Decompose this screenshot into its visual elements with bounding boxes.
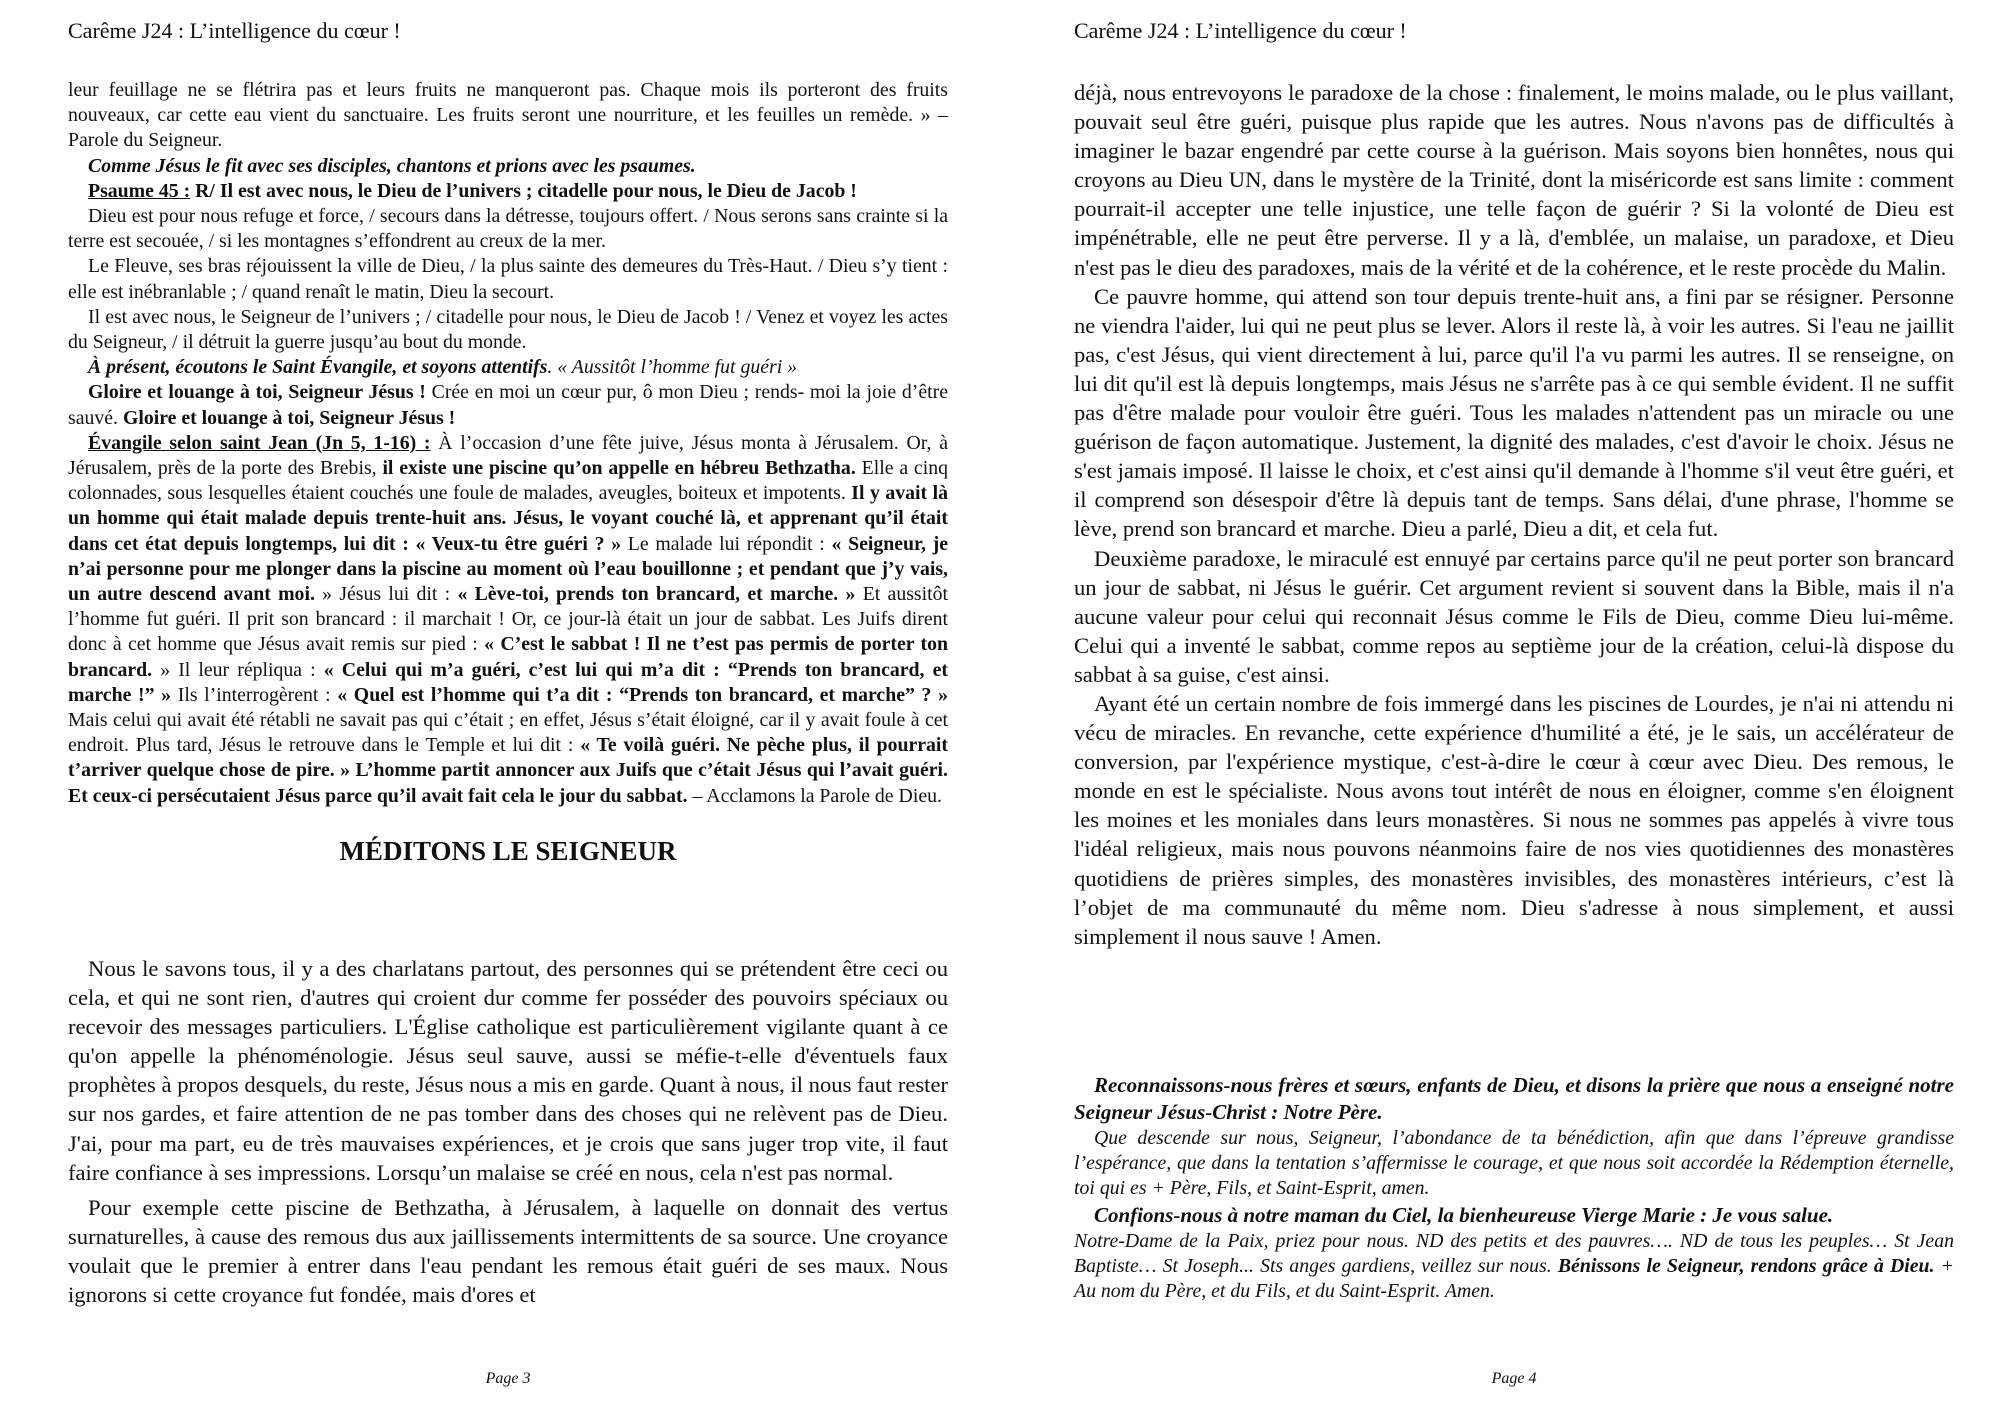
gospel-part: « Te voilà guéri. Ne pèche plus, il pourrait t’arriver quelque chose de pire. » L’homme partit annoncer aux Juifs que c’était Jésus qui l’avait guéri. Et ceux-ci persécutaient Jésus parce qu’il avait fait cela le jour du sabbat. [68,734,949,807]
meditation-paragraph-2: Pour exemple cette piscine de Bethzatha, à Jérusalem, à laquelle on donnait des vertus surnaturelles, à cause des remous dus aux jaillissements intermittents de sa source. Une croyance voulait que le premier à entrer dans l'eau pendant les remous était guéri de ses maux. Nous ignorons si cette croyance fut fondée, mais d'ores et [68,1194,948,1308]
page-body [68,78,948,878]
blessing-prayer: Que descende sur nous, Seigneur, l’abondance de ta bénédiction, afin que dans l’épreuve grandisse l’espérance, que dans la tentation s’affermisse le courage, et que nous soit accordée la Rédemption éternelle, toi qui es + Père, Fils, et Saint-Esprit, amen. [1074,1127,1954,1200]
litany-text: Notre-Dame de la Paix, priez pour nous. ND des petits et des pauvres…. ND de tous les peuples… St Jean Baptiste… St Joseph... Sts anges gardiens, veillez sur nous. [1074,1229,1954,1277]
meditation-paragraph-1: Nous le savons tous, il y a des charlatans partout, des personnes qui se prétendent être ceci ou cela, et qui ne sont rien, d'autres qui croient dur comme fer posséder des pouvoirs spéciaux ou recevoir des messages particuliers. L'Église catholique est particulièrement vigilante quant à ce qu'on appelle la phénoménologie. Jésus seul sauve, aussi se méfie-t-elle d'éventuels faux prophètes à propos desquels, du reste, Jésus nous a mis en garde. Quant à nous, il nous faut rester sur nos gardes, et faire attention de ne pas tomber dans des choses qui ne relèvent pas de Dieu. J'ai, pour ma part, eu de très mauvaises expériences, et je crois que sans juger trop vite, il faut faire confiance à ses impressions. Lorsqu’un malaise se créé en nous, cela n'est pas normal. [68,956,948,1185]
gospel-part: « C’est le sabbat ! Il ne t’est pas permis de porter ton brancard. [68,633,948,681]
litany [1074,1229,1954,1305]
hail-mary-intro: Confions-nous à notre maman du Ciel, la bienheureuse Vierge Marie : Je vous salue. [1094,1202,1834,1227]
page-header: Carême J24 : L’intelligence du cœur ! [68,18,401,43]
final-blessing: Bénissons le Seigneur, rendons grâce à Dieu. [1557,1254,1935,1277]
gospel-part: À l’occasion d’une fête juive, Jésus monta à Jérusalem. Or, à Jérusalem, près de la porte des Brebis, [68,431,948,480]
psalm-refrain-text: R/ Il est avec nous, le Dieu de l’univers ; citadelle pour nous, le Dieu de Jacob ! [190,179,857,202]
psalm-verse-3: Il est avec nous, le Seigneur de l’univers ; / citadelle pour nous, le Dieu de Jacob ! / Venez et voyez les actes du Seigneur, / il détruit la guerre jusqu’au bout du monde. [68,305,948,354]
meditation-paragraph-6: Ayant été un certain nombre de fois immergé dans les piscines de Lourdes, je n'ai ni attendu ni vécu de miracles. En revanche, cette expérience d'humilité a été, je le sais, un accélérateur de conversion, par l'expérience mystique, c'est-à-dire le cœur à cœur avec Dieu. Des remous, le monde en est le spécialiste. Nous avons tout intérêt de nous en éloigner, comme s'en éloignent les moines et les moniales dans leurs monastères. Si nous ne sommes pas appelés à vivre tous l'idéal religieux, mais nous pouvons néanmoins faire de nos vies quotidiennes des monastères quotidiens de prières simples, des monastères invisibles, des monastères intérieurs, c’est là l’objet de ma communauté du même nom. Dieu s'adresse à nous simplement, et aussi simplement il nous sauve ! Amen. [1074,690,1954,949]
page-body [1074,78,1954,951]
meditation-paragraph-3: déjà, nous entrevoyons le paradoxe de la chose : finalement, le moins malade, ou le plus vaillant, pouvait seul être guéri, puisque plus rapide que les autres. Nous n'avons pas de difficultés à imaginer le bazar engendré par cette course à la guérison. Mais soyons bien honnêtes, nous qui croyons au Dieu UN, dans le mystère de la Trinité, dont la miséricorde est sans limite : comment pourrait-il accepter une telle injustice, une telle façon de guérir ? Si la volonté de Dieu est impénétrable, elle ne peut être perverse. Il y a là, d'emblée, un malaise, un paradoxe, et Dieu n'est pas le dieu des paradoxes, mais de la vérité et de la cohérence, et le reste procède du Malin. [1074,80,1954,280]
acclamation-b: Crée en moi un cœur pur, ô mon Dieu ; rends- moi la joie d’être sauvé. [68,381,948,429]
psalm-verse-2: Le Fleuve, ses bras réjouissent la ville de Dieu, / la plus sainte des demeures du Très-Haut. / Dieu s’y tient : elle est inébranlable ; / quand renaît le matin, Dieu la secourt. [68,255,948,303]
gospel-part: – Acclamons la Parole de Dieu. [687,784,942,807]
gospel-part: Elle a cinq colonnades, sous lesquelles étaient couchés une foule de malades, aveugles, boiteux et impotents. [68,457,948,505]
gospel-part: Mais celui qui avait été rétabli ne savait pas qui c’était ; en effet, Jésus s’était éloigné, car il y avait foule à cet endroit. Plus tard, Jésus le retrouve dans le Temple et lui dit : [68,709,948,757]
gospel-label: Évangile selon saint Jean (Jn 5, 1-16) : [88,431,431,454]
gospel-part: il existe une piscine qu’on appelle en hébreu Bethzatha. [382,457,856,480]
gospel-part: « Seigneur, je n’ai personne pour me plonger dans la piscine au moment où l’eau bouillonne ; et pendant que j’y vais, un autre descend avant moi. [68,532,948,606]
psalm-refrain [68,179,948,204]
page-number: Page 4 [1491,1370,1537,1387]
section-heading: MÉDITONS LE SEIGNEUR [339,835,677,866]
psalm-verse-1: Dieu est pour nous refuge et force, / secours dans la détresse, toujours offert. / Nous serons sans crainte si la terre est secouée, / si les montagnes s’effondrent au creux de la mer. [68,205,948,253]
gospel-part: » Jésus lui dit : [314,583,458,606]
page-number: Page 3 [485,1370,531,1387]
prayers-body [1074,1072,1954,1304]
gospel-part: « Lève-toi, prends ton brancard, et marche. » [457,583,856,606]
gospel-intro-rest: . « Aussitôt l’homme fut guéri » [547,356,798,379]
gospel-intro [68,355,948,380]
psalm-intro: Comme Jésus le fit avec ses disciples, chantons et prions avec les psaumes. [88,154,696,177]
page-header: Carême J24 : L’intelligence du cœur ! [1074,18,1407,43]
meditation-body [68,954,948,1309]
gospel-part: » Il leur répliqua : [152,658,324,681]
page-3 [68,0,948,1414]
our-father-intro: Reconnaissons-nous frères et sœurs, enfants de Dieu, et disons la prière que nous a enseigné notre Seigneur Jésus-Christ : Notre Père. [1074,1073,1954,1124]
acclamation [68,380,948,430]
gospel-part: « Quel est l’homme qui t’a dit : “Prends ton brancard, et marche” ? » [337,683,948,706]
sign-of-cross: + Au nom du Père, et du Fils, et du Saint-Esprit. Amen. [1074,1254,1954,1303]
gospel-part: Ils l’interrogèrent : [171,683,338,706]
meditation-paragraph-4: Ce pauvre homme, qui attend son tour depuis trente-huit ans, a fini par se résigner. Personne ne viendra l'aider, lui qui ne peut plus se lever. Alors il reste là, à voir les autres. Si l'eau ne jaillit pas, c'est Jésus, qui vient directement à lui, parce qu'il l'a vu parmi les autres. Il se renseigne, on lui dit qu'il est là depuis longtemps, mais Jésus ne s'arrête pas à ce qui semble évident. Il ne suffit pas d'être malade pour vouloir être guéri. Tous les malades n'attendent pas un miracle ou une guérison de façon automatique. Justement, la dignité des malades, c'est d'avoir le choix. Jésus ne s'est jamais imposé. Il laisse le choix, et c'est ainsi qu'il demande à l'homme s'il veut être guéri, et il comprend son désespoir d'être là depuis tant de temps. Sans délai, d'une phrase, l'homme se lève, prend son brancard et marche. Dieu a parlé, Dieu a dit, et cela fut. [1074,283,1954,542]
page-4 [1074,0,1954,1414]
gospel-part: Et aussitôt l’homme fut guéri. Il prit son brancard : il marchait ! Or, ce jour-là était un jour de sabbat. Les Juifs dirent donc à cet homme que Jésus avait remis sur pied : [68,583,948,656]
psalm-label: Psaume 45 : [88,179,191,202]
gospel-part: « Celui qui m’a guéri, c’est lui qui m’a dit : “Prends ton brancard, et marche !” » [68,658,948,706]
gospel-intro-bold: À présent, écoutons le Saint Évangile, et soyons attentifs [88,356,548,379]
gospel-part: Le malade lui répondit : [621,532,832,555]
acclamation-c: Gloire et louange à toi, Seigneur Jésus ! [122,406,456,429]
meditation-paragraph-5: Deuxième paradoxe, le miraculé est ennuyé par certains parce qu'il ne peut porter son brancard un jour de sabbat, ni Jésus le guérir. Cet argument revient si souvent dans la Bible, mais il n'a aucune valeur pour celui qui reconnait Jésus comme le Fils de Dieu, comme Dieu lui-même. Celui qui a inventé le sabbat, comme repos au septième jour de la création, celui-là dispose du sabbat à sa guise, c'est ainsi. [1074,545,1954,687]
gospel-text [68,431,948,809]
reading-end: leur feuillage ne se flétrira pas et leurs fruits ne manqueront pas. Chaque mois ils porteront des fruits nouveaux, car cette eau vient du sanctuaire. Les fruits seront une nourriture, et les feuilles un remède. » – Parole du Seigneur. [68,79,948,152]
acclamation-a: Gloire et louange à toi, Seigneur Jésus ! [88,381,426,404]
gospel-part: Il y avait là un homme qui était malade depuis trente-huit ans. Jésus, le voyant couché là, et apprenant qu’il était dans cet état depuis longtemps, lui dit : « Veux-tu être guéri ? » [68,482,948,555]
